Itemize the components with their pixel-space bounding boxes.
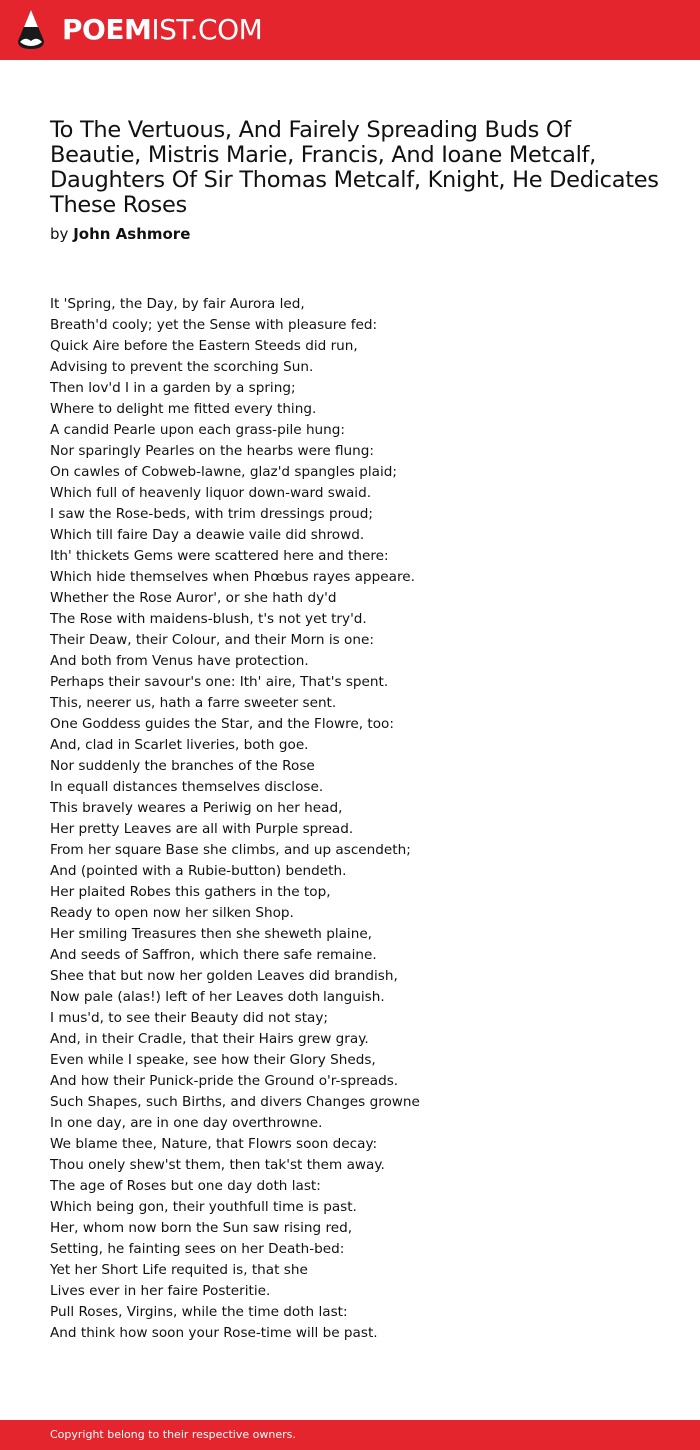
poem-line: Her plaited Robes this gathers in the top, <box>50 884 331 900</box>
poem-body <box>50 294 670 1344</box>
poem-line: Which till faire Day a deawie vaile did shrowd. <box>50 527 365 543</box>
poem-line: And think how soon your Rose-time will be past. <box>50 1325 378 1341</box>
poem-line: Her smiling Treasures then she sheweth plaine, <box>50 926 373 942</box>
poem-line: The age of Roses but one day doth last: <box>50 1178 321 1194</box>
poem-line: Ready to open now her silken Shop. <box>50 905 294 921</box>
poem-line: Which being gon, their youthfull time is past. <box>50 1199 357 1215</box>
copyright-text: Copyright belong to their respective owners. <box>50 1428 296 1441</box>
poem-line: Ith' thickets Gems were scattered here and there: <box>50 548 389 564</box>
site-header <box>0 0 700 60</box>
poem-line: Nor suddenly the branches of the Rose <box>50 758 315 774</box>
poem-line: One Goddess guides the Star, and the Flowre, too: <box>50 716 394 732</box>
poem-line: Her, whom now born the Sun saw rising red, <box>50 1220 353 1236</box>
poem-line: On cawles of Cobweb-lawne, glaz'd spangles plaid; <box>50 464 397 480</box>
brand-bold-text: POEM <box>62 13 152 46</box>
poem-line: And both from Venus have protection. <box>50 653 309 669</box>
poem-line: Where to delight me fitted every thing. <box>50 401 317 417</box>
poem-line: And how their Punick-pride the Ground o'r-spreads. <box>50 1073 399 1089</box>
poem-line: In equall distances themselves disclose. <box>50 779 324 795</box>
poem-line: I mus'd, to see their Beauty did not stay; <box>50 1010 329 1026</box>
poem-line: A candid Pearle upon each grass-pile hung: <box>50 422 345 438</box>
poem-title: To The Vertuous, And Fairely Spreading Buds Of Beautie, Mistris Marie, Francis, And Ioane Metcalf, Daughters Of Sir Thomas Metcalf, Knight, He Dedicates These Roses <box>50 117 659 218</box>
poem-line: Now pale (alas!) left of her Leaves doth languish. <box>50 989 385 1005</box>
poem-line: Setting, he fainting sees on her Death-bed: <box>50 1241 345 1257</box>
poem-line: Which full of heavenly liquor down-ward swaid. <box>50 485 372 501</box>
poem-line: Breath'd cooly; yet the Sense with pleasure fed: <box>50 317 378 333</box>
author-name: John Ashmore <box>73 225 191 243</box>
poem-line: This, neerer us, hath a farre sweeter sent. <box>50 695 337 711</box>
poem-line: This bravely weares a Periwig on her head, <box>50 800 343 816</box>
poem-line: Then lov'd I in a garden by a spring; <box>50 380 296 396</box>
poem-line: Yet her Short Life requited is, that she <box>50 1262 308 1278</box>
poem-line: Her pretty Leaves are all with Purple spread. <box>50 821 354 837</box>
pen-nib-logo-icon[interactable] <box>17 9 45 51</box>
by-label: by <box>50 225 69 243</box>
poem-line: Advising to prevent the scorching Sun. <box>50 359 314 375</box>
poem-line: Thou onely shew'st them, then tak'st them away. <box>50 1157 385 1173</box>
poem-line: It 'Spring, the Day, by fair Aurora led, <box>50 296 305 312</box>
poem-line: Nor sparingly Pearles on the hearbs were flung: <box>50 443 374 459</box>
poem-line: Whether the Rose Auror', or she hath dy'd <box>50 590 337 606</box>
poem-line: From her square Base she climbs, and up ascendeth; <box>50 842 411 858</box>
poem-line: I saw the Rose-beds, with trim dressings proud; <box>50 506 374 522</box>
poem-line: Shee that but now her golden Leaves did brandish, <box>50 968 398 984</box>
poem-line: Their Deaw, their Colour, and their Morn is one: <box>50 632 374 648</box>
site-footer <box>0 1420 700 1450</box>
poem-line: And, in their Cradle, that their Hairs grew gray. <box>50 1031 369 1047</box>
poem-line: Quick Aire before the Eastern Steeds did run, <box>50 338 358 354</box>
poem-line: Pull Roses, Virgins, while the time doth last: <box>50 1304 348 1320</box>
site-brand[interactable] <box>62 13 262 47</box>
byline <box>50 224 190 244</box>
poem-line: Lives ever in her faire Posteritie. <box>50 1283 271 1299</box>
poem-line: In one day, are in one day overthrowne. <box>50 1115 323 1131</box>
poem-line: The Rose with maidens-blush, t's not yet try'd. <box>50 611 367 627</box>
brand-light-text: IST.COM <box>151 13 263 46</box>
poem-line: And (pointed with a Rubie-button) bendeth. <box>50 863 347 879</box>
poem-line: And, clad in Scarlet liveries, both goe. <box>50 737 309 753</box>
poem-line: Such Shapes, such Births, and divers Changes growne <box>50 1094 420 1110</box>
poem-line: And seeds of Saffron, which there safe remaine. <box>50 947 377 963</box>
poem-line: Which hide themselves when Phœbus rayes appeare. <box>50 569 415 585</box>
poem-line: Even while I speake, see how their Glory Sheds, <box>50 1052 376 1068</box>
poem-line: Perhaps their savour's one: Ith' aire, That's spent. <box>50 674 389 690</box>
poem-line: We blame thee, Nature, that Flowrs soon decay: <box>50 1136 378 1152</box>
